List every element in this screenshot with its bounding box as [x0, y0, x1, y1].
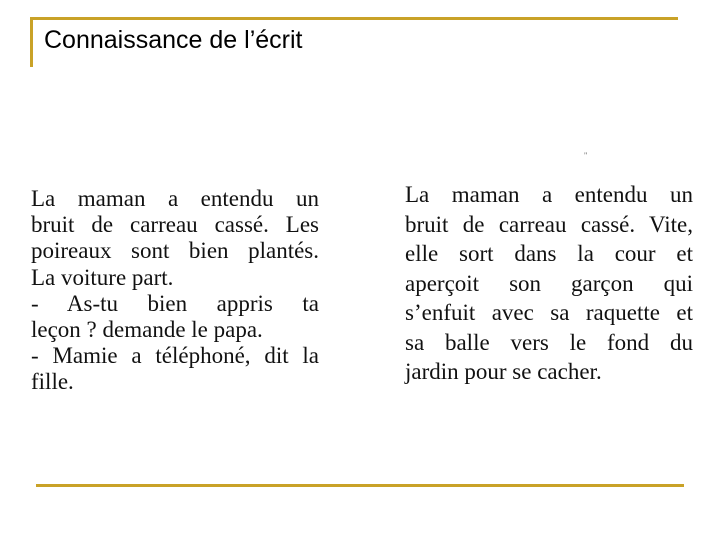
left-line-1: La maman a entendu un: [31, 186, 319, 211]
right-line-5: s’enfuit avec sa raquette et: [405, 300, 693, 325]
left-line-2: bruit de carreau cassé. Les: [31, 212, 319, 238]
right-line-7: jardin pour se cacher.: [405, 359, 602, 384]
left-text-scan: [31, 186, 319, 396]
right-line-4: aperçoit son garçon qui: [405, 270, 693, 296]
left-line-4: La voiture part.: [31, 264, 174, 290]
right-line-3: elle sort dans la cour et: [405, 241, 693, 266]
top-rule: [30, 17, 678, 20]
left-line-6: leçon ? demande le papa.: [31, 317, 263, 343]
right-line-2: bruit de carreau cassé. Vite,: [405, 211, 693, 237]
right-line-1: La maman a entendu un: [405, 182, 693, 207]
left-line-3: poireaux sont bien plantés.: [31, 238, 319, 264]
left-line-5: - As-tu bien appris ta: [31, 290, 319, 316]
right-line-6: sa balle vers le fond du: [405, 329, 693, 355]
left-line-8: fille.: [31, 369, 74, 395]
slide-title: Connaissance de l’écrit: [44, 26, 303, 54]
left-rule: [30, 17, 33, 67]
left-line-7: - Mamie a téléphoné, dit la: [31, 343, 319, 369]
bottom-rule: [36, 484, 684, 487]
scan-speck: ": [584, 151, 588, 160]
right-text-scan: [405, 180, 693, 387]
